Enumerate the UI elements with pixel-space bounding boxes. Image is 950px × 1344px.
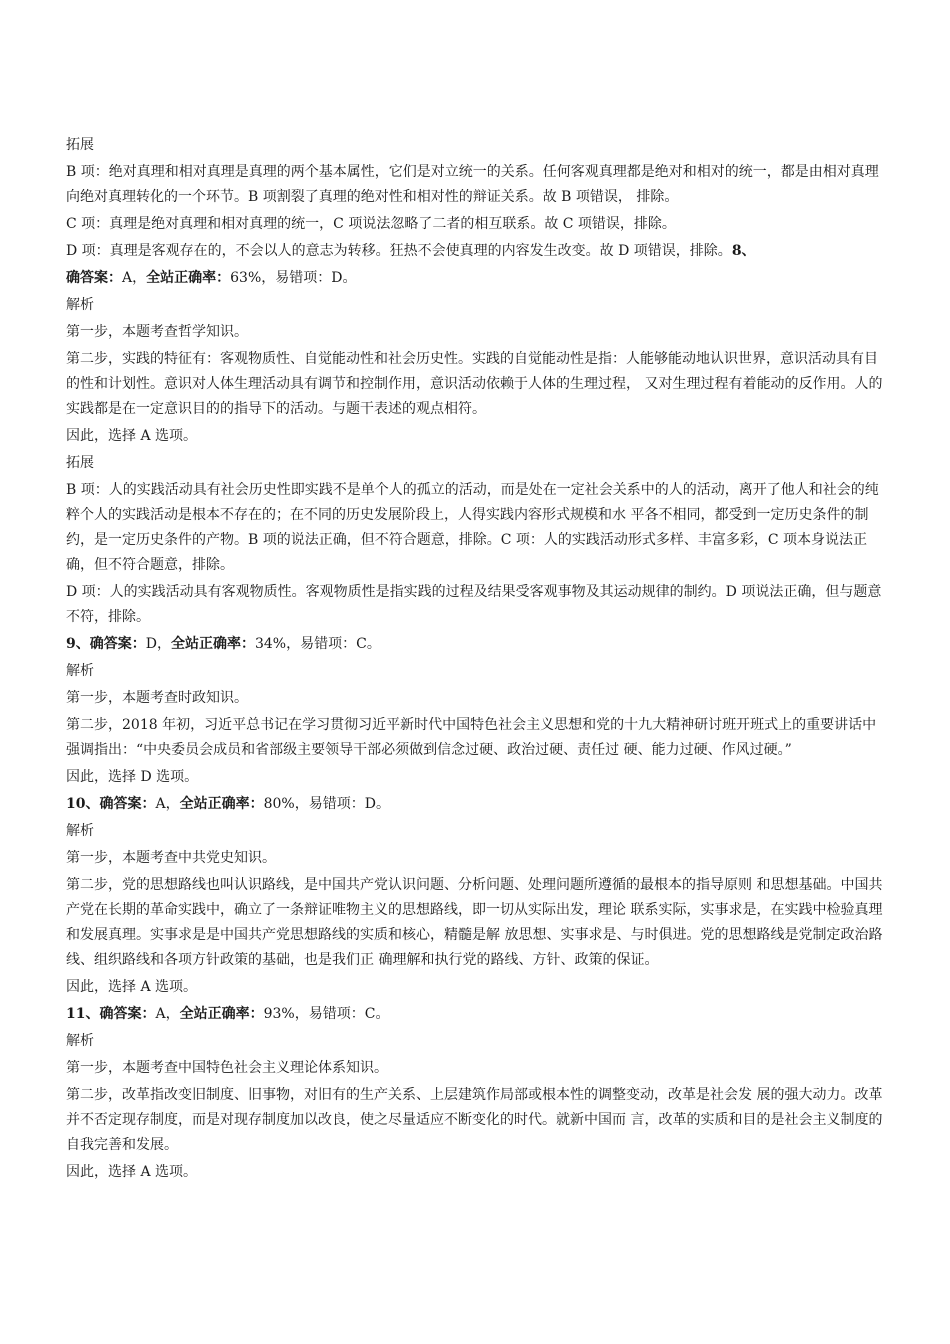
- step-one: 第一步，本题考查时政知识。: [66, 690, 248, 706]
- question-number: 11、: [66, 1006, 100, 1022]
- answer-line: [66, 266, 888, 291]
- analysis-label: 解析: [66, 663, 94, 679]
- question-number: 10、: [66, 796, 100, 812]
- conclusion: 因此，选择 A 选项。: [66, 979, 198, 995]
- rate-value: 93%，易错项：C。: [263, 1006, 390, 1022]
- option-c-explanation: C 项：真理是绝对真理和相对真理的统一，C 项说法忽略了二者的相互联系。故 C 项错误，排除。: [66, 216, 676, 232]
- analysis-label: 解析: [66, 823, 94, 839]
- answer-label: 确答案：: [66, 270, 122, 286]
- option-d-explanation: [66, 239, 888, 264]
- step-two: 第二步，党的思想路线也叫认识路线，是中国共产党认识问题、分析问题、处理问题所遵循的最根本的指导原则 和思想基础。中国共产党在长期的革命实践中，确立了一条辩证唯物主义的思想路线，即一切从实际出发，理论 联系实际，实事求是，在实践中检验真理和发展真理。实事求是是中国共产党思想路线的实质和核心，精髓是解 放思想、实事求是、与时俱进。党的思想路线是党制定政治路线、组织路线和各项方针政策的基础，也是我们正 确理解和执行党的路线、方针、政策的保证。: [66, 877, 883, 968]
- rate-label: 全站正确率：: [170, 636, 255, 652]
- answer-line: [66, 632, 888, 657]
- question-number: 8、: [731, 243, 756, 259]
- answer-label: 确答案：: [99, 1006, 156, 1022]
- step-one: 第一步，本题考查哲学知识。: [66, 324, 248, 340]
- rate-value: 34%，易错项：C。: [254, 636, 381, 652]
- step-two: 第二步，实践的特征有：客观物质性、自觉能动性和社会历史性。实践的自觉能动性是指：人能够能动地认识世界，意识活动具有目的性和计划性。意识对人体生理活动具有调节和控制作用，意识活动依赖于人体的生理过程， 又对生理过程有着能动的反作用。人的实践都是在一定意识目的的指导下的活动。与题干表述的观点相符。: [66, 351, 883, 417]
- step-one: 第一步，本题考查中国特色社会主义理论体系知识。: [66, 1060, 388, 1076]
- answer-value: A，: [155, 796, 180, 812]
- step-one: 第一步，本题考查中共党史知识。: [66, 850, 276, 866]
- document-body: [66, 133, 888, 1187]
- answer-label: 确答案：: [99, 796, 156, 812]
- conclusion: 因此，选择 D 选项。: [66, 769, 199, 785]
- conclusion: 因此，选择 A 选项。: [66, 428, 198, 444]
- rate-label: 全站正确率：: [146, 270, 231, 286]
- rate-label: 全站正确率：: [179, 1006, 264, 1022]
- step-two: 第二步，改革指改变旧制度、旧事物，对旧有的生产关系、上层建筑作局部或根本性的调整变动，改革是社会发 展的强大动力。改革并不否定现存制度，而是对现存制度加以改良，使之尽量适应不断变化的时代。就新中国而 言，改革的实质和目的是社会主义制度的自我完善和发展。: [66, 1087, 883, 1153]
- option-bc-explanation: B 项：人的实践活动具有社会历史性即实践不是单个人的孤立的活动，而是处在一定社会关系中的人的活动，离开了他人和社会的纯粹个人的实践活动是根本不存在的；在不同的历史发展阶段上，人得实践内容形式规模和水 平各不相同，都受到一定历史条件的制约，是一定历史条件的产物。B 项的说法正确，但不符合题意，排除。C 项：人的实践活动形式多样、丰富多彩，C 项本身说法正确，但不符合题意，排除。: [66, 482, 879, 573]
- rate-value: 80%，易错项：D。: [263, 796, 390, 812]
- option-d-explanation: D 项：人的实践活动具有客观物质性。客观物质性是指实践的过程及结果受客观事物及其运动规律的制约。D 项说法正确，但与题意不符，排除。: [66, 584, 882, 625]
- answer-value: D，: [145, 636, 171, 652]
- question-number: 9、: [66, 636, 90, 652]
- expand-label: 拓展: [66, 455, 94, 471]
- option-d-text: D 项：真理是客观存在的，不会以人的意志为转移。狂热不会使真理的内容发生改变。故 D 项错误，排除。: [66, 243, 732, 259]
- expand-label: 拓展: [66, 137, 94, 153]
- answer-value: A，: [155, 1006, 180, 1022]
- answer-line: [66, 792, 888, 817]
- rate-label: 全站正确率：: [179, 796, 264, 812]
- answer-value: A，: [122, 270, 147, 286]
- step-two: 第二步，2018 年初，习近平总书记在学习贯彻习近平新时代中国特色社会主义思想和党的十九大精神研讨班开班式上的重要讲话中强调指出：“中央委员会成员和省部级主要领导干部必须做到信念过硬、政治过硬、责任过 硬、能力过硬、作风过硬。”: [66, 717, 877, 758]
- conclusion: 因此，选择 A 选项。: [66, 1164, 198, 1180]
- option-b-explanation: B 项：绝对真理和相对真理是真理的两个基本属性，它们是对立统一的关系。任何客观真理都是绝对和相对的统一，都是由相对真理向绝对真理转化的一个环节。B 项割裂了真理的绝对性和相对性的辩证关系。故 B 项错误， 排除。: [66, 164, 879, 205]
- analysis-label: 解析: [66, 297, 94, 313]
- rate-value: 63%，易错项：D。: [230, 270, 357, 286]
- answer-line: [66, 1002, 888, 1027]
- answer-label: 确答案：: [89, 636, 146, 652]
- analysis-label: 解析: [66, 1033, 94, 1049]
